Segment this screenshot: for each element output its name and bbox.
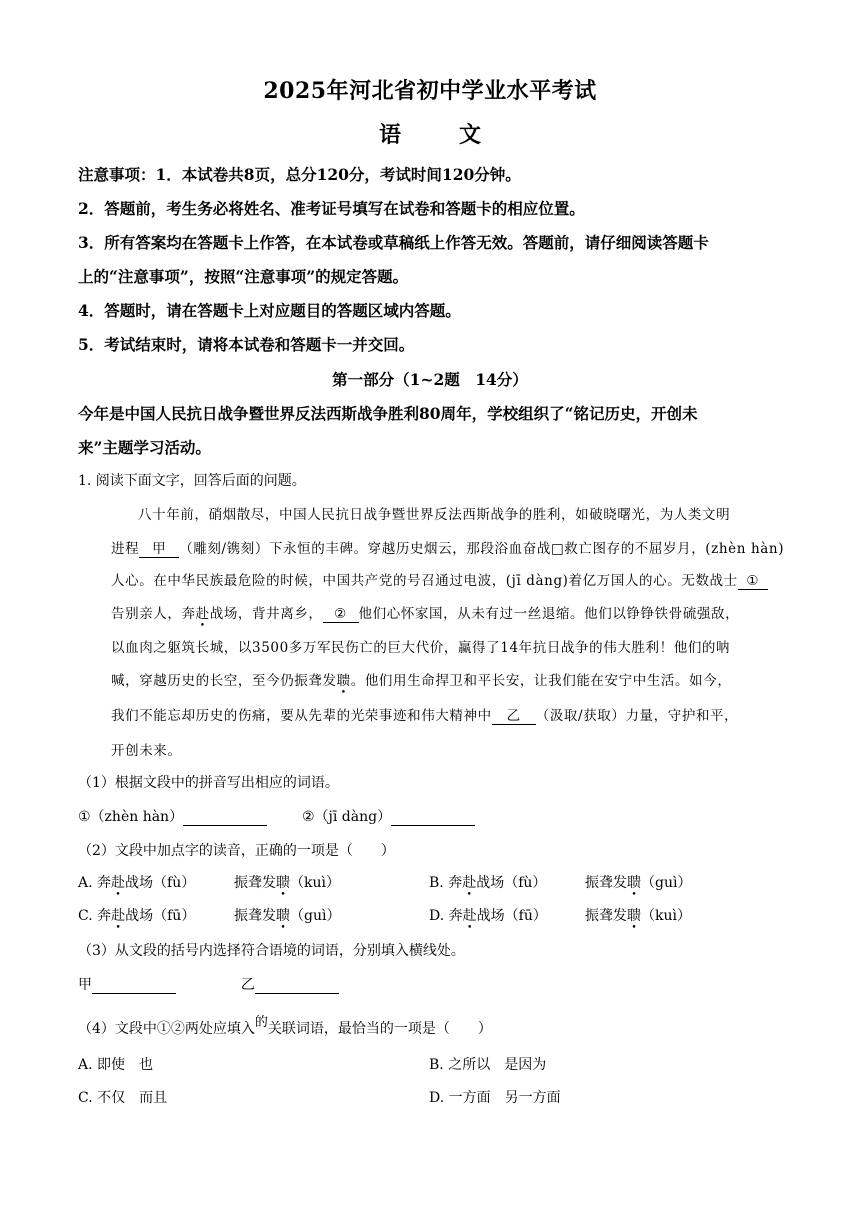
jia-answer-blank[interactable] — [92, 977, 176, 994]
q1-sub3-answers — [78, 974, 339, 994]
option-label: D. — [429, 908, 445, 924]
option-label: C. — [78, 1090, 93, 1106]
note-3-cont: 上的“注意事项”，按照“注意事项”的规定答题。 — [78, 267, 409, 286]
note-3: 3．所有答案均在答题卡上作答，在本试卷或草稿纸上作答无效。答题前，请仔细阅读答题卡 — [78, 233, 709, 252]
option-text: 振聋发 — [585, 875, 627, 891]
passage-text: 人心。在中华民族最危险的时候，中国共产党的号召通过电波，(jī dàng)着亿万国人的心。无数战士 — [111, 573, 738, 589]
passage-line-7 — [111, 704, 738, 725]
option-text: 奔 — [97, 908, 112, 924]
option-b-second — [585, 872, 691, 892]
raised-char: 的 — [254, 1015, 268, 1030]
passage-line-8: 开创未来。 — [111, 743, 182, 759]
blank-jia: 甲 — [139, 542, 179, 558]
jia-label: 甲 — [78, 977, 92, 993]
option-text: 战场（fù） — [476, 875, 547, 891]
note-2: 2．答题前，考生务必将姓名、准考证号填写在试卷和答题卡的相应位置。 — [78, 199, 585, 218]
passage-text: 我们不能忘却历史的伤痛，要从先辈的光荣事迹和伟大精神中 — [111, 708, 492, 724]
option-text: 之所以 是因为 — [448, 1057, 547, 1073]
dotted-char: 聩 — [276, 875, 290, 891]
part1-heading: 第一部分（1~2题 14分） — [332, 370, 528, 389]
q1-sub2-prompt: （2）文段中加点字的读音，正确的一项是（ ） — [78, 843, 395, 859]
blank-yi: 乙 — [492, 709, 536, 725]
note-4: 4．答题时，请在答题卡上对应题目的答题区域内答题。 — [78, 301, 461, 320]
passage-text: 告别亲人，奔 — [111, 606, 196, 622]
option-text: 战场（fū） — [476, 908, 547, 924]
sub4-option-a[interactable] — [78, 1054, 153, 1074]
option-text: 奔 — [97, 875, 112, 891]
option-text: （guì） — [290, 908, 341, 924]
passage-text: 进程 — [111, 541, 140, 557]
option-text: 即使 也 — [97, 1057, 154, 1073]
option-c-second — [234, 905, 340, 925]
q1-sub1-answers — [78, 806, 475, 826]
option-label: B. — [429, 1057, 444, 1073]
option-label: A. — [78, 1057, 93, 1073]
option-a-second — [234, 872, 340, 892]
note-5: 5．考试结束时，请将本试卷和答题卡一并交回。 — [78, 335, 415, 354]
option-label: D. — [429, 1090, 445, 1106]
option-text: （kuì） — [290, 875, 340, 891]
passage-text: （雕刻/镌刻）下永恒的丰碑。穿越历史烟云，那段浴血奋战□救亡图存的不屈岁月，(zhèn hàn) — [179, 541, 785, 557]
option-text: 战场（fù） — [125, 875, 196, 891]
yi-answer-blank[interactable] — [255, 977, 339, 994]
sub4-option-b[interactable] — [429, 1054, 546, 1074]
dotted-char: 赴 — [462, 875, 477, 891]
yi-label: 乙 — [240, 977, 255, 993]
option-d[interactable] — [429, 905, 547, 925]
prompt-text: 关联词语，最恰当的一项是（ ） — [267, 1021, 492, 1037]
dotted-char: 赴 — [111, 908, 126, 924]
option-label: B. — [429, 875, 444, 891]
option-b[interactable] — [429, 872, 546, 892]
answer-label-1: ①（zhèn hàn） — [78, 809, 184, 825]
passage-text: 战场，背井离乡， — [209, 606, 323, 622]
dotted-char: 赴 — [111, 875, 126, 891]
dotted-char: 聩 — [276, 908, 290, 924]
option-text: 奔 — [448, 875, 463, 891]
answer-label-2: ②（jī dàng） — [301, 809, 392, 825]
answer-blank-2[interactable] — [391, 809, 475, 826]
exam-title: 2025年河北省初中学业水平考试 — [263, 78, 597, 104]
option-label: C. — [78, 908, 93, 924]
option-text: 战场（fū） — [125, 908, 196, 924]
option-text: （guì） — [641, 875, 692, 891]
passage-line-5: 以血肉之躯筑长城，以3500多万军民伤亡的巨大代价，赢得了14年抗日战争的伟大胜利！他们的呐 — [111, 640, 731, 656]
passage-line-6 — [111, 669, 731, 689]
option-text: 振聋发 — [585, 908, 627, 924]
option-a[interactable] — [78, 872, 195, 892]
note-1: 注意事项：1．本试卷共8页，总分120分，考试时间120分钟。 — [78, 165, 521, 184]
option-text: 振聋发 — [234, 908, 276, 924]
passage-text: 他们心怀家国，从未有过一丝退缩。他们以铮铮铁骨硫强敌， — [358, 606, 740, 622]
option-text: 奔 — [448, 908, 463, 924]
dotted-char: 聩 — [627, 875, 641, 891]
part1-intro-line2: 来”主题学习活动。 — [78, 438, 211, 457]
sub4-option-c[interactable] — [78, 1087, 167, 1107]
q1-sub1-prompt: （1）根据文段中的拼音写出相应的词语。 — [78, 775, 339, 791]
q1-prompt: 1. 阅读下面文字，回答后面的问题。 — [78, 473, 306, 489]
q1-sub3-prompt: （3）从文段的括号内选择符合语境的词语，分别填入横线处。 — [78, 943, 465, 959]
passage-line-1: 八十年前，硝烟散尽，中国人民抗日战争暨世界反法西斯战争的胜利，如破晓曙光，为人类文明 — [138, 507, 731, 523]
subject-title: 语 文 — [378, 122, 499, 148]
option-text: 不仅 而且 — [97, 1090, 168, 1106]
dotted-char-fu: 赴 — [195, 606, 210, 622]
answer-blank-1[interactable] — [183, 809, 267, 826]
passage-line-3 — [111, 569, 768, 590]
q1-sub4-prompt — [78, 1015, 492, 1038]
option-label: A. — [78, 875, 93, 891]
blank-1: ① — [738, 574, 768, 590]
option-d-second — [585, 905, 691, 925]
passage-line-4 — [111, 602, 739, 623]
option-text: 振聋发 — [234, 875, 276, 891]
option-text: （kuì） — [641, 908, 691, 924]
part1-intro-line1: 今年是中国人民抗日战争暨世界反法西斯战争胜利80周年，学校组织了“铭记历史，开创未 — [78, 404, 698, 423]
passage-line-2 — [111, 537, 784, 558]
dotted-char: 聩 — [627, 908, 641, 924]
passage-text: （汲取/获取）力量，守护和平， — [535, 708, 739, 724]
option-text: 一方面 另一方面 — [448, 1090, 561, 1106]
option-c[interactable] — [78, 905, 195, 925]
blank-2: ② — [323, 607, 359, 623]
passage-text: 。他们用生命捍卫和平长安，让我们能在安宁中生活。如今， — [350, 673, 732, 689]
passage-text: 喊，穿越历史的长空，至今仍振聋发 — [111, 673, 337, 689]
dotted-char: 赴 — [462, 908, 477, 924]
prompt-text: （4）文段中①②两处应填入 — [78, 1021, 255, 1037]
sub4-option-d[interactable] — [429, 1087, 561, 1107]
dotted-char-kui: 聩 — [336, 673, 351, 689]
